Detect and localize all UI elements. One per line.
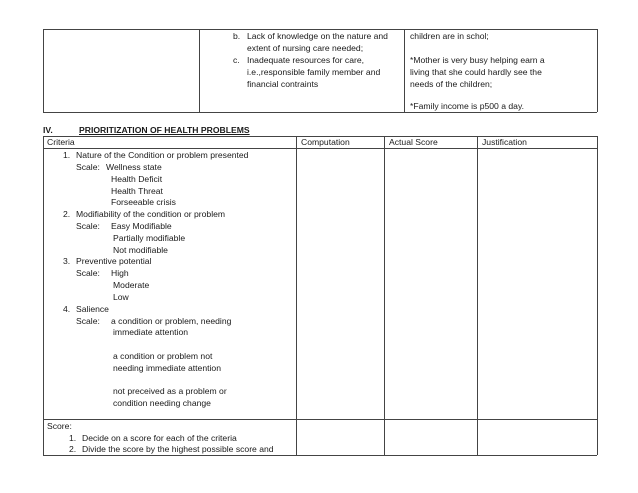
scale-label: Scale:: [76, 221, 100, 231]
score-step-marker: 2.: [69, 444, 77, 454]
top-table-divider-2: [404, 29, 405, 112]
column-header-computation: Computation: [301, 137, 350, 147]
scale-option: Health Deficit: [111, 174, 163, 184]
table-border-right: [597, 136, 598, 455]
scale-option: Partially modifiable: [113, 233, 186, 243]
column-header-criteria: Criteria: [47, 137, 75, 147]
table-col-divider-3: [477, 136, 478, 455]
top-table-border-right: [597, 29, 598, 112]
criterion-marker: 1.: [63, 150, 71, 160]
criterion-title: Nature of the Condition or problem presented: [76, 150, 249, 160]
scale-label: Scale:: [76, 316, 100, 326]
criterion-marker: 2.: [63, 209, 71, 219]
column-header-actual-score: Actual Score: [389, 137, 438, 147]
top-table-divider-1: [199, 29, 200, 112]
scale-option: condition needing change: [113, 398, 211, 408]
section-title: PRIORITIZATION OF HEALTH PROBLEMS: [79, 125, 250, 135]
table-border-left: [43, 136, 44, 455]
scale-option: a condition or problem, needing: [111, 316, 232, 326]
scale-option: Low: [113, 292, 129, 302]
score-step-marker: 1.: [69, 433, 77, 443]
scale-option: Health Threat: [111, 186, 163, 196]
top-table-border-left: [43, 29, 44, 112]
section-number: IV.: [43, 125, 53, 135]
scale-option: Wellness state: [106, 162, 162, 172]
criterion-marker: 3.: [63, 256, 71, 266]
list-item-text: extent of nursing care needed;: [247, 43, 364, 53]
list-item-text: financial contraints: [247, 79, 319, 89]
list-marker: b.: [233, 31, 241, 41]
scale-option: Moderate: [113, 280, 150, 290]
criterion-title: Modifiability of the condition or problem: [76, 209, 226, 219]
cell-text: *Family income is p500 a day.: [410, 101, 524, 111]
criterion-title: Salience: [76, 304, 109, 314]
scale-option: High: [111, 268, 129, 278]
scale-option: needing immediate attention: [113, 363, 221, 373]
table-col-divider-1: [296, 136, 297, 455]
scale-option: not preceived as a problem or: [113, 386, 227, 396]
scale-option: Forseeable crisis: [111, 197, 176, 207]
scale-option: a condition or problem not: [113, 351, 213, 361]
list-item-text: i.e.,responsible family member and: [247, 67, 381, 77]
scale-option: immediate attention: [113, 327, 188, 337]
cell-text: *Mother is very busy helping earn a: [410, 55, 545, 65]
cell-text: children are in schol;: [410, 31, 489, 41]
scale-option: Not modifiable: [113, 245, 168, 255]
criterion-marker: 4.: [63, 304, 71, 314]
cell-text: living that she could hardly see the: [410, 67, 542, 77]
criterion-title: Preventive potential: [76, 256, 152, 266]
scale-label: Scale:: [76, 268, 100, 278]
list-item-text: Lack of knowledge on the nature and: [247, 31, 388, 41]
table-row-divider: [43, 419, 597, 420]
top-table-border-top: [43, 29, 597, 30]
column-header-justification: Justification: [482, 137, 527, 147]
list-item-text: Inadequate resources for care,: [247, 55, 365, 65]
score-label: Score:: [47, 421, 72, 431]
list-marker: c.: [233, 55, 240, 65]
scale-option: Easy Modifiable: [111, 221, 172, 231]
cell-text: needs of the children;: [410, 79, 493, 89]
score-step-text: Decide on a score for each of the criteria: [82, 433, 237, 443]
score-step-text: Divide the score by the highest possible score and: [82, 444, 274, 454]
scale-label: Scale:: [76, 162, 100, 172]
table-col-divider-2: [384, 136, 385, 455]
